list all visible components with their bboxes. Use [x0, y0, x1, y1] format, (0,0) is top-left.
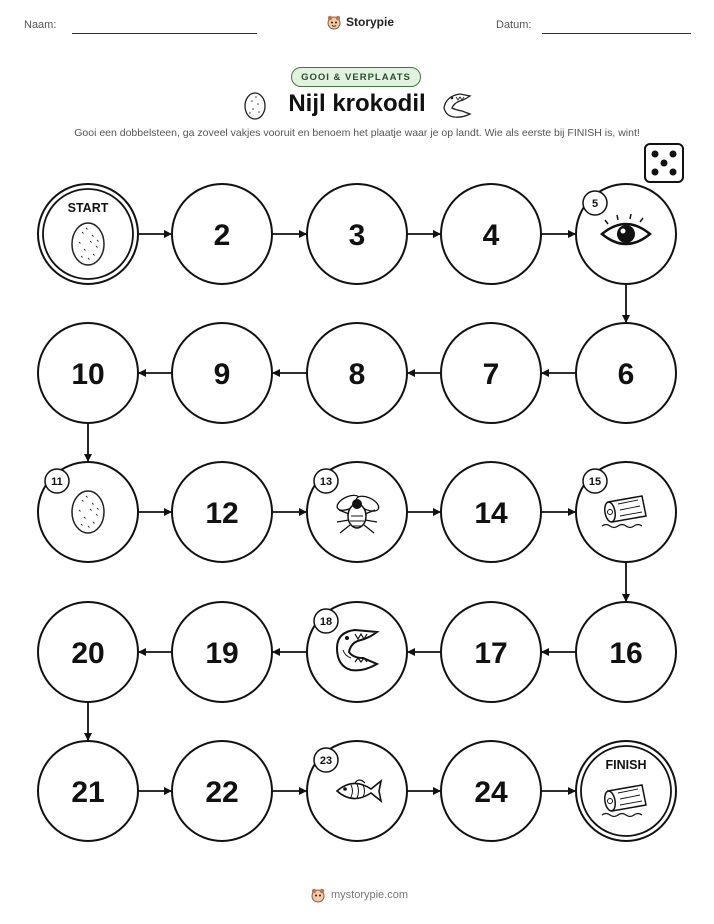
cell-number: 2 [213, 219, 231, 252]
name-label: Naam: [24, 19, 57, 31]
cell-number: 22 [205, 776, 239, 809]
egg-icon [72, 491, 104, 533]
cell-number: 13 [319, 476, 333, 488]
board-cell [576, 184, 676, 284]
cell-number: 8 [348, 358, 366, 391]
board-cell [307, 323, 407, 423]
cell-number: 9 [213, 358, 231, 391]
cell-number: 6 [617, 358, 635, 391]
egg-icon [72, 223, 104, 265]
board-cell [38, 462, 138, 562]
cell-number: 5 [591, 198, 599, 210]
cell-number: 21 [71, 776, 105, 809]
cell-number: 16 [609, 637, 643, 670]
mascot-icon [310, 887, 326, 903]
egg-icon [245, 93, 265, 119]
board-cell [38, 323, 138, 423]
board-cell [576, 602, 676, 702]
cell-number: 14 [474, 497, 508, 530]
board-cell [441, 323, 541, 423]
cell-number: 18 [319, 616, 333, 628]
board-cell [38, 741, 138, 841]
board-cell [307, 602, 407, 702]
game-type-badge: GOOI & VERPLAATS [291, 67, 421, 87]
cell-number: 12 [205, 497, 239, 530]
cell-number: 17 [474, 637, 508, 670]
start-cell [38, 184, 138, 284]
board-cell [38, 602, 138, 702]
board-cell [307, 462, 407, 562]
board-cell [576, 462, 676, 562]
date-label: Datum: [496, 19, 532, 31]
board-cell [441, 462, 541, 562]
footer [310, 887, 408, 903]
board-cell [172, 323, 272, 423]
cell-number: 19 [205, 637, 239, 670]
cell-number: 7 [482, 358, 500, 391]
cell-number: 3 [348, 219, 366, 252]
board-cell [307, 741, 407, 841]
cell-number: 23 [319, 755, 333, 767]
page-title: Nijl krokodil [288, 90, 426, 117]
cell-number: 4 [482, 219, 500, 252]
board-cell [441, 741, 541, 841]
board-cell [576, 323, 676, 423]
start-label: START [67, 201, 109, 215]
crocodile-icon [444, 94, 470, 117]
board-cell [441, 602, 541, 702]
board-cell [172, 741, 272, 841]
finish-cell [576, 741, 676, 841]
board-cell [172, 184, 272, 284]
board-cell [441, 184, 541, 284]
board-cell [172, 602, 272, 702]
cell-number: 15 [588, 476, 602, 488]
die-icon [645, 144, 683, 182]
cell-number: 20 [71, 637, 105, 670]
board-cell [307, 184, 407, 284]
cell-number: 10 [71, 358, 105, 391]
cell-number: 24 [474, 776, 508, 809]
instructions: Gooi een dobbelsteen, ga zoveel vakjes vooruit en benoem het plaatje waar je op landt. Wie als eerste bij FINISH is, wint! [74, 127, 640, 139]
board-cell [172, 462, 272, 562]
brand-name: Storypie [346, 15, 395, 29]
cell-number: 11 [51, 476, 63, 488]
footer-url: mystorypie.com [331, 889, 409, 901]
finish-label: FINISH [605, 758, 647, 772]
